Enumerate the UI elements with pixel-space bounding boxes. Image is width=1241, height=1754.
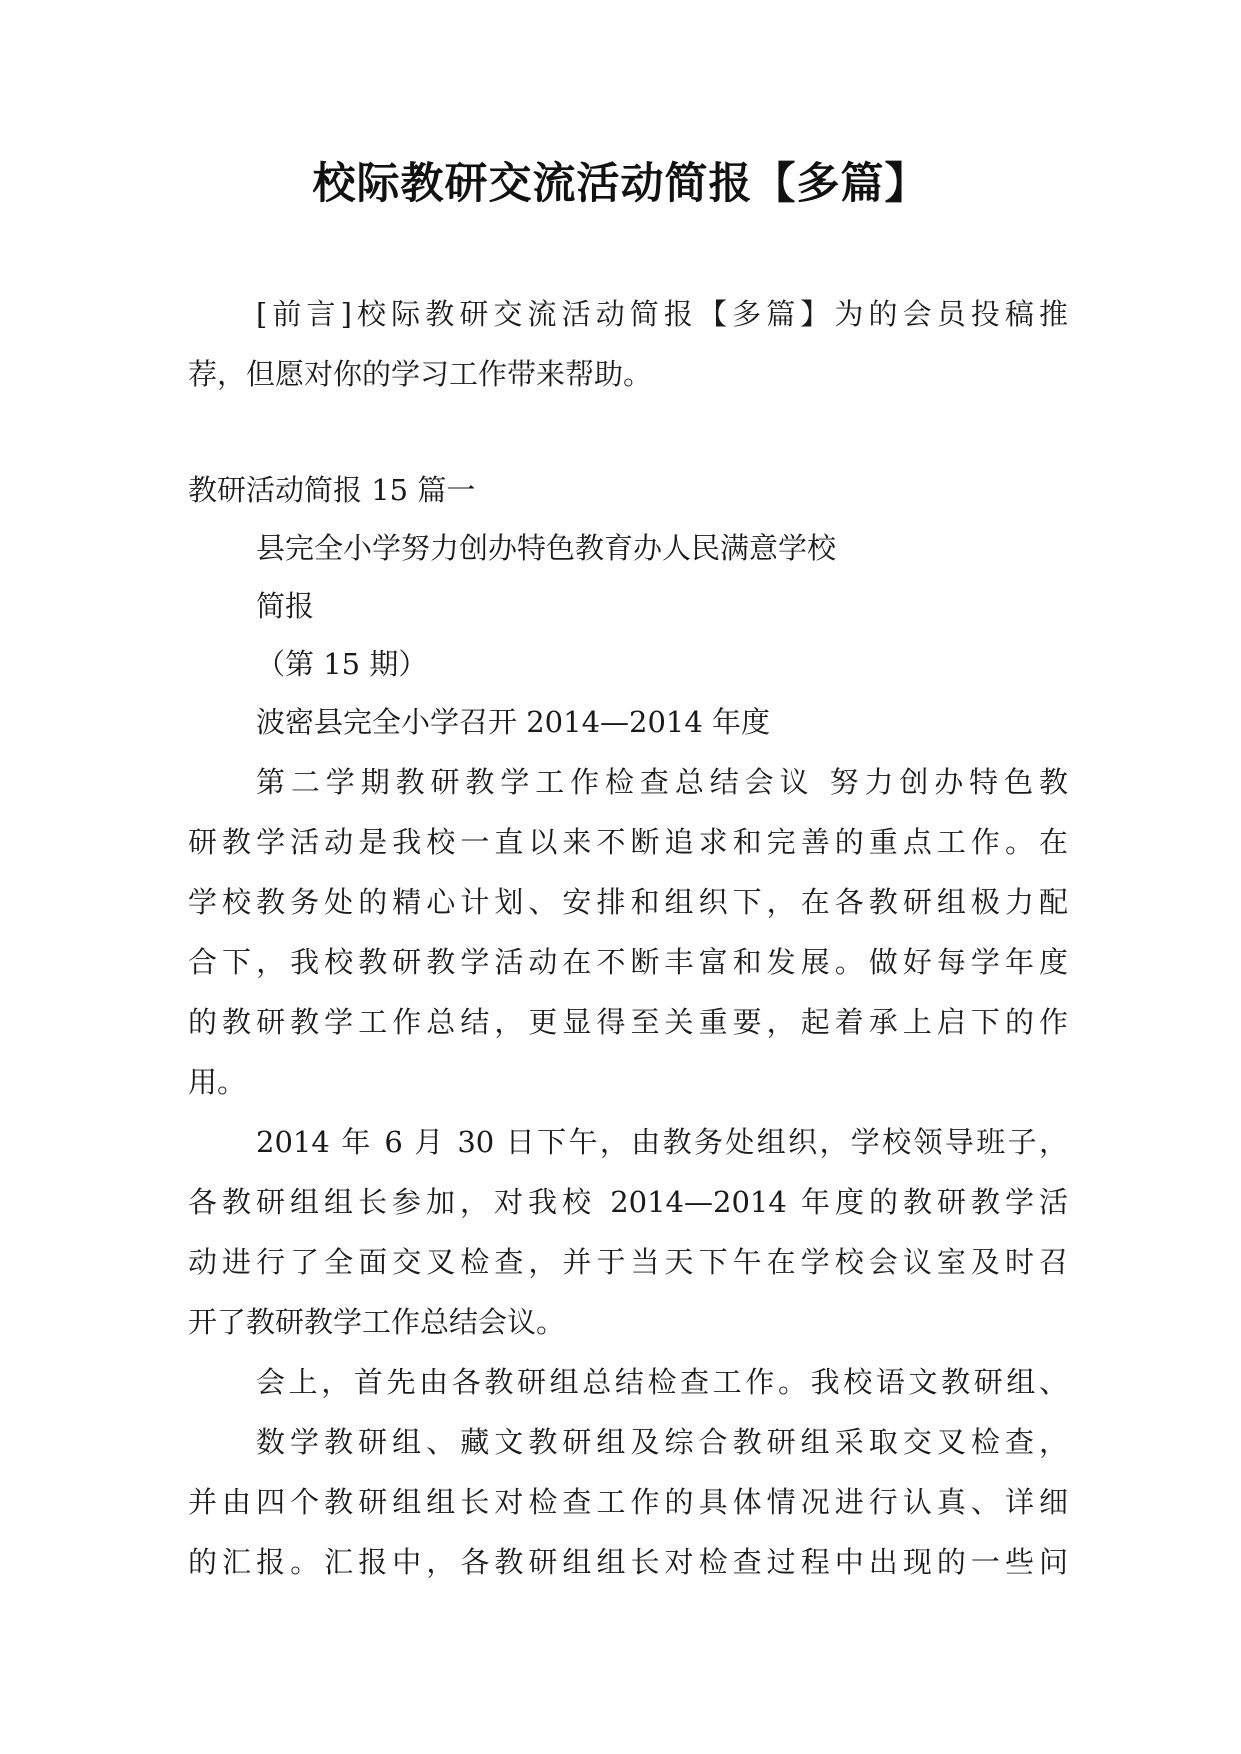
paragraph-line: 研教学活动是我校一直以来不断追求和完善的重点工作。在 bbox=[188, 825, 1068, 859]
paragraph-line: 各教研组组长参加，对我校 2014—2014 年度的教研教学活 bbox=[188, 1185, 1068, 1219]
paragraph-line: 学校教务处的精心计划、安排和组织下，在各教研组极力配 bbox=[188, 885, 1068, 919]
document-title: 校际教研交流活动简报【多篇】 bbox=[312, 159, 929, 209]
preface-line-1: [前言]校际教研交流活动简报【多篇】为的会员投稿推 bbox=[256, 297, 1068, 331]
paragraph-line: 2014 年 6 月 30 日下午，由教务处组织，学校领导班子， bbox=[256, 1125, 1068, 1159]
preface-line-2: 荐，但愿对你的学习工作带来帮助。 bbox=[188, 357, 653, 391]
section-heading: 教研活动简报 15 篇一 bbox=[188, 473, 476, 507]
paragraph-line: 的汇报。汇报中，各教研组组长对检查过程中出现的一些问 bbox=[188, 1545, 1068, 1579]
paragraph-line: 第二学期教研教学工作检查总结会议 努力创办特色教 bbox=[256, 765, 1068, 799]
issue-number: （第 15 期） bbox=[256, 647, 428, 681]
paragraph-line: 动进行了全面交叉检查，并于当天下午在学校会议室及时召 bbox=[188, 1245, 1068, 1279]
paragraph-line: 会上，首先由各教研组总结检查工作。我校语文教研组、 bbox=[256, 1365, 1068, 1399]
paragraph-line: 数学教研组、藏文教研组及综合教研组采取交叉检查， bbox=[256, 1425, 1068, 1459]
bulletin-header: 县完全小学努力创办特色教育办人民满意学校 bbox=[256, 531, 837, 565]
paragraph-line: 并由四个教研组组长对检查工作的具体情况进行认真、详细 bbox=[188, 1485, 1068, 1519]
bulletin-label: 简报 bbox=[256, 589, 315, 623]
paragraph-line: 合下，我校教研教学活动在不断丰富和发展。做好每学年度 bbox=[188, 945, 1068, 979]
meeting-title-line-1: 波密县完全小学召开 2014—2014 年度 bbox=[256, 705, 771, 739]
paragraph-line: 用。 bbox=[188, 1065, 247, 1099]
paragraph-line: 的教研教学工作总结，更显得至关重要，起着承上启下的作 bbox=[188, 1005, 1068, 1039]
paragraph-line: 开了教研教学工作总结会议。 bbox=[188, 1305, 566, 1339]
